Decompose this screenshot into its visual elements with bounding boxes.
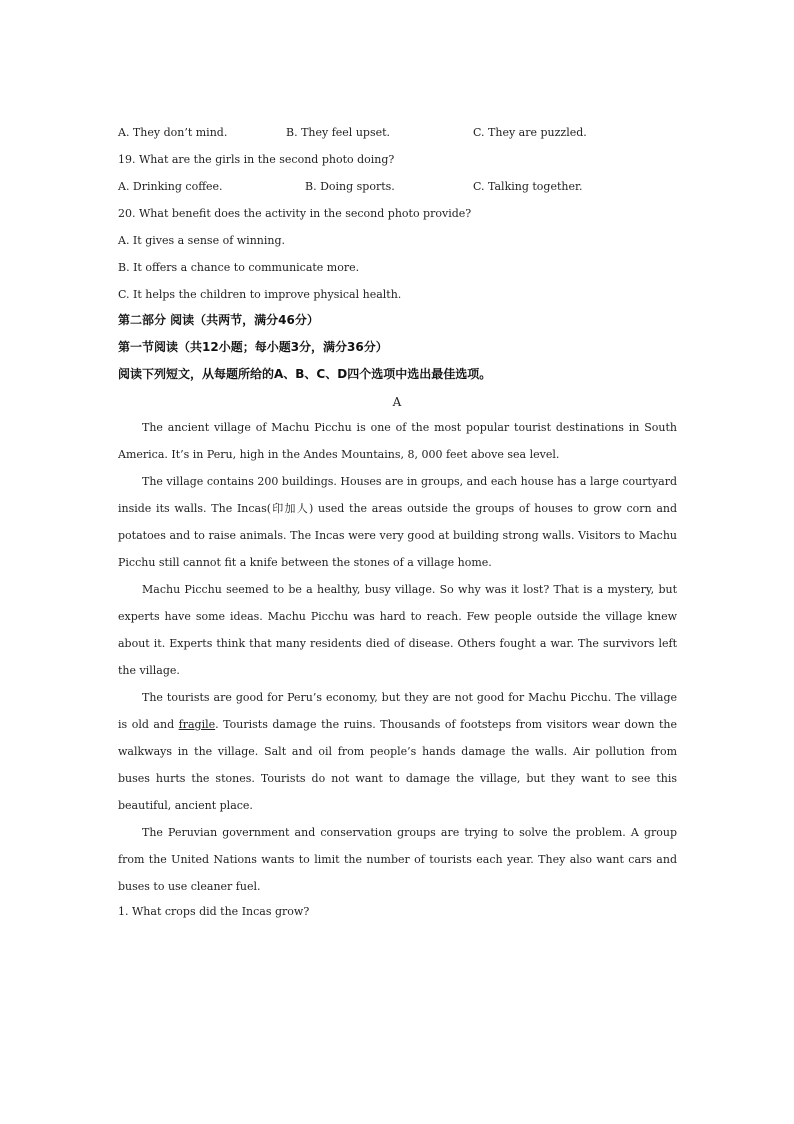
underlined-word-fragile: fragile: [178, 718, 216, 731]
passage-paragraph-1: The ancient village of Machu Picchu is one of the most popular tourist destinations in South America. It’s in Peru, high in the Andes Mountains, 8, 000 feet above sea level.: [118, 421, 677, 461]
q1-question: 1. What crops did the Incas grow?: [118, 905, 310, 918]
passage-paragraph-3: Machu Picchu seemed to be a healthy, busy village. So why was it lost? That is a mystery, but experts have some ideas. Machu Picchu was hard to reach. Few people outside the village knew about it. Experts think that many residents died of disease. Others fought a war. The survivors left the village.: [118, 583, 677, 677]
paragraph-4-text-end: . Tourists damage the ruins. Thousands of footsteps from visitors wear down the walkways in the village. Salt and oil from people’s hands damage the walls. Air pollution from buses hurts the stones. Tourists do not want to damage the village, but they want to see this beautiful, ancient place.: [118, 718, 677, 812]
q20-option-a: A. It gives a sense of winning.: [118, 234, 286, 247]
q19-option-c: C. Talking together.: [473, 180, 583, 193]
passage-paragraph-4: [118, 684, 677, 819]
q18-option-c: C. They are puzzled.: [473, 126, 587, 139]
passage-paragraph-5: The Peruvian government and conservation groups are trying to solve the problem. A group from the United Nations wants to limit the number of tourists each year. They also want cars and buses to use cleaner fuel.: [118, 826, 677, 893]
part-two-title: 第二部分 阅读（共两节，满分46分）: [118, 313, 319, 327]
q19-question: 19. What are the girls in the second photo doing?: [118, 153, 395, 166]
passage-label: A: [392, 395, 402, 409]
passage-paragraph-2: The village contains 200 buildings. Houses are in groups, and each house has a large courtyard inside its walls. The Incas(印加人) used the areas outside the groups of houses to grow corn and potatoes and to raise animals. The Incas were very good at building strong walls. Visitors to Machu Picchu still cannot fit a knife between the stones of a village home.: [118, 475, 677, 569]
q19-option-b: B. Doing sports.: [305, 180, 395, 193]
q18-option-a: A. They don’t mind.: [118, 126, 228, 139]
passage-body: [118, 414, 677, 900]
q20-question: 20. What benefit does the activity in the second photo provide?: [118, 207, 472, 220]
paragraph-4-text-start: The tourists are good for Peru’s economy, but they are not good for Machu Picchu. The village is old and: [118, 691, 677, 731]
q20-option-c: C. It helps the children to improve physical health.: [118, 288, 402, 301]
q20-option-b: B. It offers a chance to communicate more.: [118, 261, 360, 274]
q19-option-a: A. Drinking coffee.: [118, 180, 223, 193]
reading-instruction: 阅读下列短文，从每题所给的A、B、C、D四个选项中选出最佳选项。: [118, 367, 492, 381]
section-one-title: 第一节阅读（共12小题；每小题3分，满分36分）: [118, 340, 388, 354]
q18-option-b: B. They feel upset.: [286, 126, 391, 139]
